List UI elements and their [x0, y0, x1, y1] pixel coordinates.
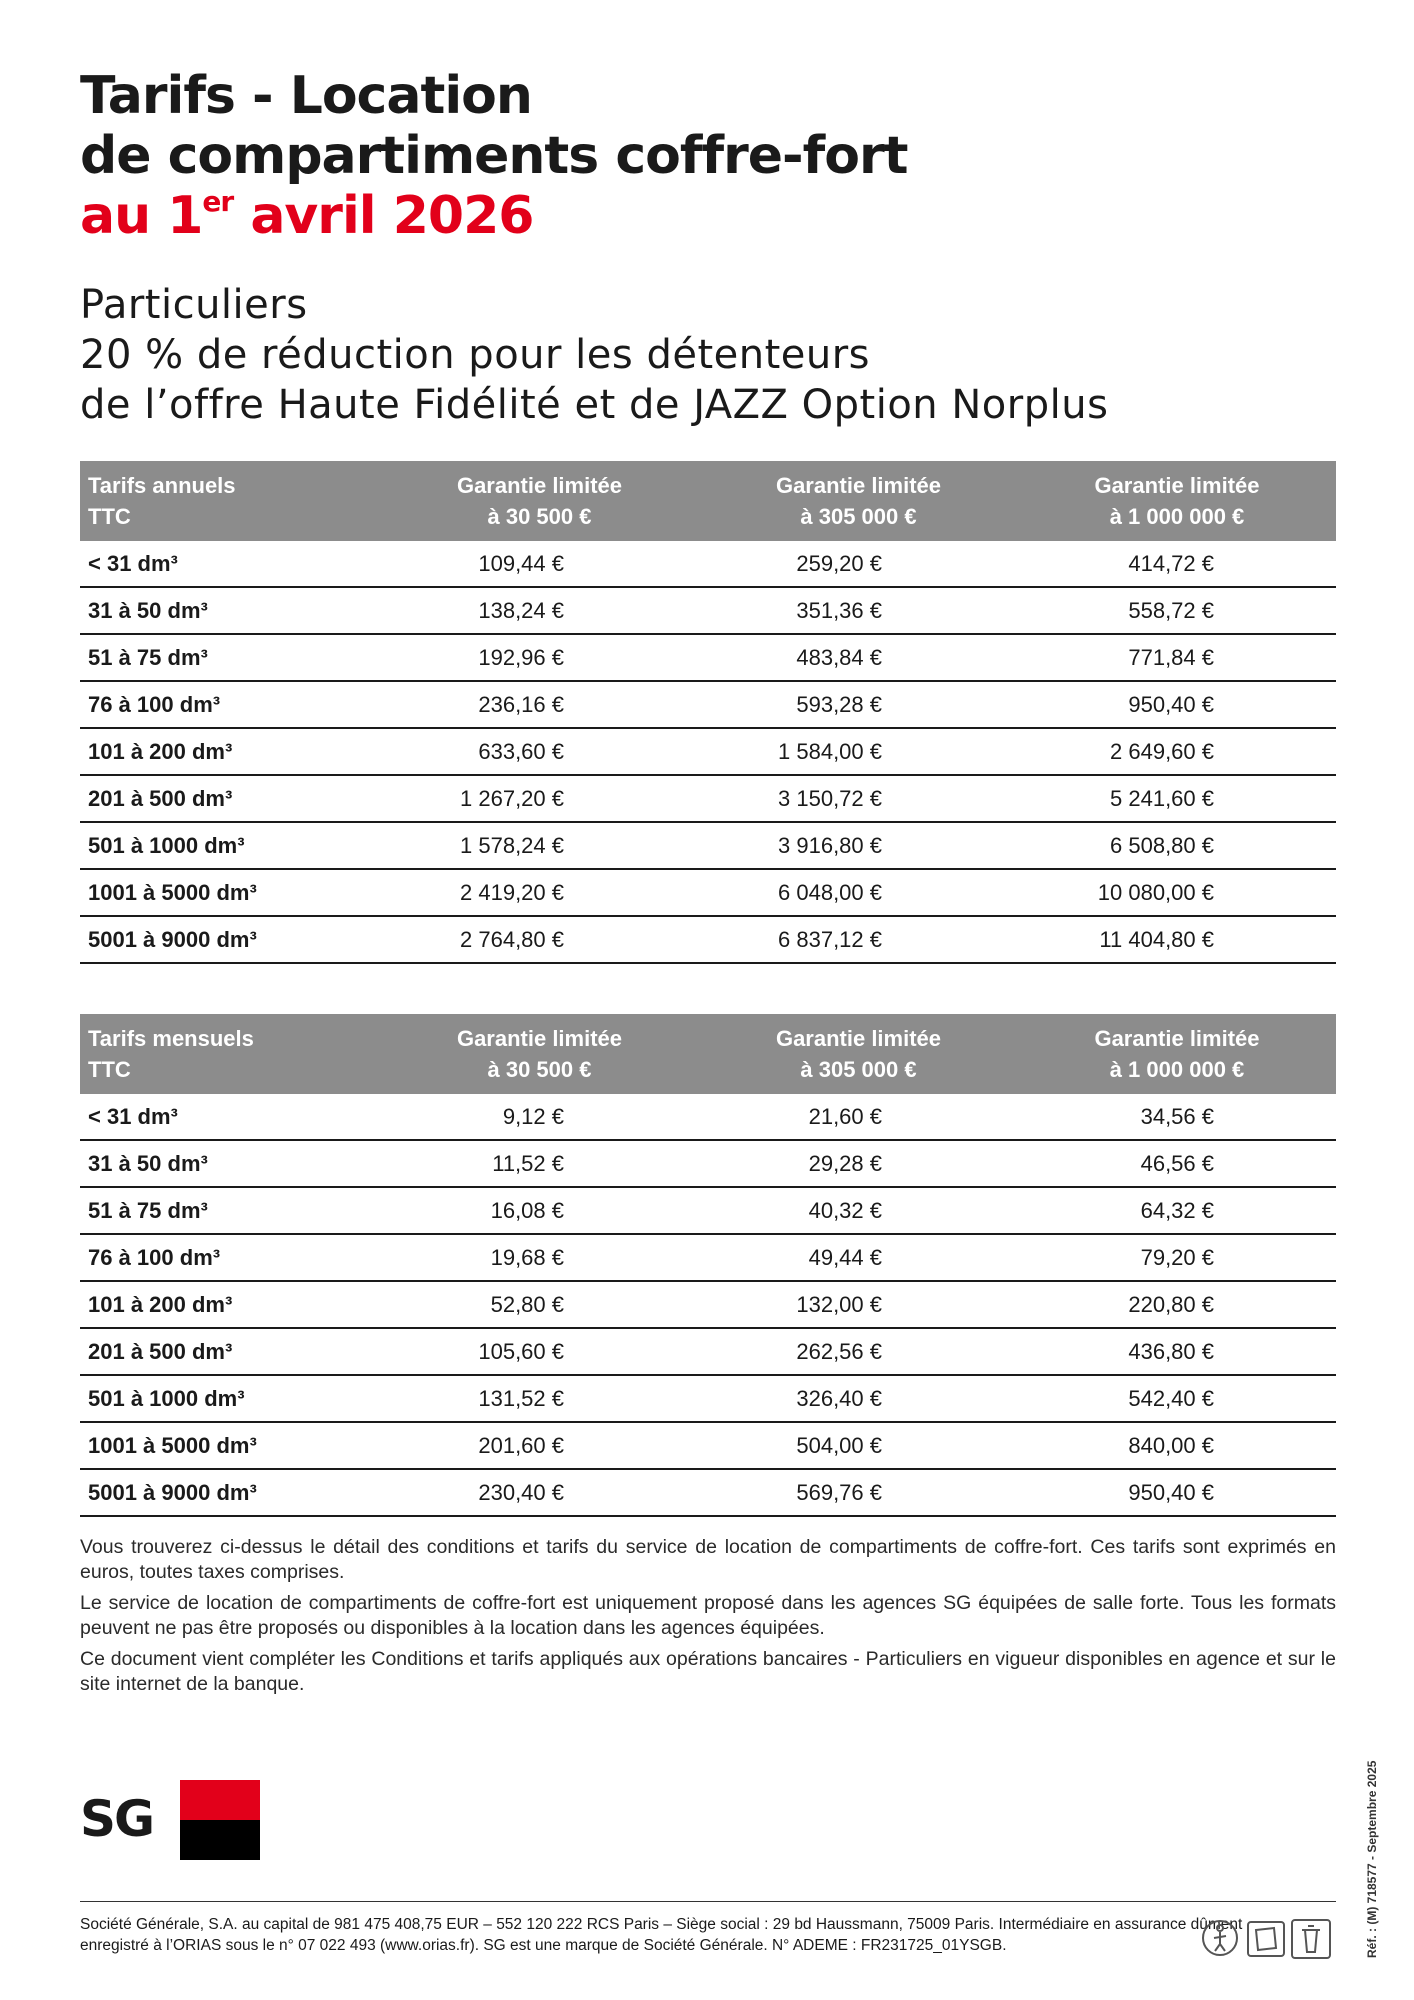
table-row — [80, 1094, 1336, 1140]
price-cell: 236,16 € — [380, 681, 699, 728]
size-cell: 101 à 200 dm³ — [80, 728, 380, 775]
title-date: au 1er avril 2026 — [80, 185, 534, 246]
table-row — [80, 822, 1336, 869]
size-cell: 101 à 200 dm³ — [80, 1281, 380, 1328]
table-row — [80, 1469, 1336, 1516]
size-cell: 31 à 50 dm³ — [80, 587, 380, 634]
price-cell: 21,60 € — [699, 1094, 1018, 1140]
price-cell: 109,44 € — [380, 541, 699, 587]
logo-black-block — [180, 1820, 260, 1860]
price-cell: 16,08 € — [380, 1187, 699, 1234]
size-cell: 31 à 50 dm³ — [80, 1140, 380, 1187]
title-line-1: Tarifs - Location — [80, 66, 532, 126]
annual-rates-table — [80, 461, 1336, 964]
size-cell: 76 à 100 dm³ — [80, 681, 380, 728]
table-row — [80, 916, 1336, 963]
notes — [80, 1535, 1336, 1703]
price-cell: 192,96 € — [380, 634, 699, 681]
price-cell: 2 649,60 € — [1018, 728, 1336, 775]
price-cell: 6 508,80 € — [1018, 822, 1336, 869]
header-garantie-1000000: Garantie limitée à 1 000 000 € — [1018, 461, 1336, 541]
price-cell: 414,72 € — [1018, 541, 1336, 587]
logo-text: SG — [80, 1790, 154, 1848]
size-cell: 501 à 1000 dm³ — [80, 822, 380, 869]
table-row — [80, 681, 1336, 728]
table-row — [80, 869, 1336, 916]
price-cell: 64,32 € — [1018, 1187, 1336, 1234]
price-cell: 29,28 € — [699, 1140, 1018, 1187]
price-cell: 132,00 € — [699, 1281, 1018, 1328]
subtitle-line-2: 20 % de réduction pour les détenteurs — [80, 332, 871, 378]
sg-logo — [80, 1780, 260, 1860]
price-cell: 11 404,80 € — [1018, 916, 1336, 963]
table-row — [80, 1422, 1336, 1469]
page-title — [80, 66, 908, 246]
price-cell: 1 578,24 € — [380, 822, 699, 869]
price-cell: 105,60 € — [380, 1328, 699, 1375]
header-garantie-30500: Garantie limitée à 30 500 € — [380, 1014, 699, 1094]
note-paragraph: Le service de location de compartiments de coffre-fort est uniquement proposé dans les agences SG équipées de salle forte. Tous les formats peuvent ne pas être proposés ou disponibles à la location dans les agences équipées. — [80, 1592, 1336, 1639]
price-cell: 10 080,00 € — [1018, 869, 1336, 916]
footer-line-2: enregistré à l’ORIAS sous le n° 07 022 493 (www.orias.fr). SG est une marque de Société Générale. N° ADEME : FR231725_01YSGB. — [80, 1937, 1007, 1954]
price-cell: 3 916,80 € — [699, 822, 1018, 869]
header-garantie-305000: Garantie limitée à 305 000 € — [699, 461, 1018, 541]
subtitle — [80, 280, 1108, 430]
table-row — [80, 1140, 1336, 1187]
price-cell: 950,40 € — [1018, 1469, 1336, 1516]
price-cell: 49,44 € — [699, 1234, 1018, 1281]
price-cell: 262,56 € — [699, 1328, 1018, 1375]
header-garantie-305000: Garantie limitée à 305 000 € — [699, 1014, 1018, 1094]
price-cell: 2 419,20 € — [380, 869, 699, 916]
price-cell: 326,40 € — [699, 1375, 1018, 1422]
price-cell: 5 241,60 € — [1018, 775, 1336, 822]
footer-divider — [80, 1901, 1336, 1902]
price-cell: 138,24 € — [380, 587, 699, 634]
price-cell: 1 584,00 € — [699, 728, 1018, 775]
table-row — [80, 1187, 1336, 1234]
price-cell: 52,80 € — [380, 1281, 699, 1328]
price-cell: 569,76 € — [699, 1469, 1018, 1516]
price-cell: 633,60 € — [380, 728, 699, 775]
table-row — [80, 634, 1336, 681]
price-cell: 6 048,00 € — [699, 869, 1018, 916]
price-cell: 3 150,72 € — [699, 775, 1018, 822]
price-cell: 19,68 € — [380, 1234, 699, 1281]
monthly-rates-table — [80, 1014, 1336, 1517]
table-row — [80, 1281, 1336, 1328]
size-cell: 51 à 75 dm³ — [80, 634, 380, 681]
price-cell: 771,84 € — [1018, 634, 1336, 681]
price-cell: 351,36 € — [699, 587, 1018, 634]
header-tarifs-annuels: Tarifs annuels TTC — [80, 461, 380, 541]
subtitle-line-3: de l’offre Haute Fidélité et de JAZZ Option Norplus — [80, 382, 1109, 428]
price-cell: 9,12 € — [380, 1094, 699, 1140]
size-cell: 201 à 500 dm³ — [80, 775, 380, 822]
note-paragraph: Vous trouverez ci-dessus le détail des conditions et tarifs du service de location de compartiments de coffre-fort. Ces tarifs sont exprimés en euros, toutes taxes comprises. — [80, 1536, 1336, 1583]
legal-footer — [80, 1914, 1243, 1956]
table-row — [80, 728, 1336, 775]
price-cell: 220,80 € — [1018, 1281, 1336, 1328]
table-header-row — [80, 1014, 1336, 1094]
table-row — [80, 1375, 1336, 1422]
table-row — [80, 1234, 1336, 1281]
size-cell: < 31 dm³ — [80, 541, 380, 587]
header-garantie-1000000: Garantie limitée à 1 000 000 € — [1018, 1014, 1336, 1094]
footer-line-1: Société Générale, S.A. au capital de 981 475 408,75 EUR – 552 120 222 RCS Paris – Siège social : 29 bd Haussmann, 75009 Paris. Intermédiaire en assurance dûment — [80, 1916, 1243, 1933]
price-cell: 593,28 € — [699, 681, 1018, 728]
price-cell: 504,00 € — [699, 1422, 1018, 1469]
price-cell: 2 764,80 € — [380, 916, 699, 963]
size-cell: 1001 à 5000 dm³ — [80, 869, 380, 916]
size-cell: 1001 à 5000 dm³ — [80, 1422, 380, 1469]
price-cell: 542,40 € — [1018, 1375, 1336, 1422]
size-cell: 201 à 500 dm³ — [80, 1328, 380, 1375]
table-header-row — [80, 461, 1336, 541]
price-cell: 6 837,12 € — [699, 916, 1018, 963]
recycling-icons — [1198, 1914, 1338, 1964]
reference-text: Réf. : (M) 718577 - Septembre 2025 — [1365, 1760, 1379, 1958]
header-tarifs-mensuels: Tarifs mensuels TTC — [80, 1014, 380, 1094]
price-cell: 840,00 € — [1018, 1422, 1336, 1469]
size-cell: 76 à 100 dm³ — [80, 1234, 380, 1281]
price-cell: 11,52 € — [380, 1140, 699, 1187]
size-cell: 5001 à 9000 dm³ — [80, 1469, 380, 1516]
size-cell: 501 à 1000 dm³ — [80, 1375, 380, 1422]
note-paragraph: Ce document vient compléter les Conditions et tarifs appliqués aux opérations bancaires - Particuliers en vigueur disponibles en agence et sur le site internet de la banque. — [80, 1648, 1336, 1695]
subtitle-line-1: Particuliers — [80, 282, 308, 328]
size-cell: 5001 à 9000 dm³ — [80, 916, 380, 963]
price-cell: 436,80 € — [1018, 1328, 1336, 1375]
recycle-person-icon — [1203, 1921, 1237, 1955]
logo-red-block — [180, 1780, 260, 1820]
price-cell: 79,20 € — [1018, 1234, 1336, 1281]
table-row — [80, 587, 1336, 634]
price-cell: 201,60 € — [380, 1422, 699, 1469]
paper-sorting-icon — [1248, 1922, 1284, 1956]
price-cell: 558,72 € — [1018, 587, 1336, 634]
title-line-2: de compartiments coffre-fort — [80, 126, 908, 186]
price-cell: 259,20 € — [699, 541, 1018, 587]
table-row — [80, 775, 1336, 822]
trash-bin-icon — [1292, 1920, 1330, 1958]
header-garantie-30500: Garantie limitée à 30 500 € — [380, 461, 699, 541]
price-cell: 483,84 € — [699, 634, 1018, 681]
price-cell: 34,56 € — [1018, 1094, 1336, 1140]
price-cell: 40,32 € — [699, 1187, 1018, 1234]
price-cell: 1 267,20 € — [380, 775, 699, 822]
size-cell: < 31 dm³ — [80, 1094, 380, 1140]
price-cell: 950,40 € — [1018, 681, 1336, 728]
table-row — [80, 541, 1336, 587]
price-cell: 131,52 € — [380, 1375, 699, 1422]
table-row — [80, 1328, 1336, 1375]
price-cell: 46,56 € — [1018, 1140, 1336, 1187]
size-cell: 51 à 75 dm³ — [80, 1187, 380, 1234]
price-cell: 230,40 € — [380, 1469, 699, 1516]
